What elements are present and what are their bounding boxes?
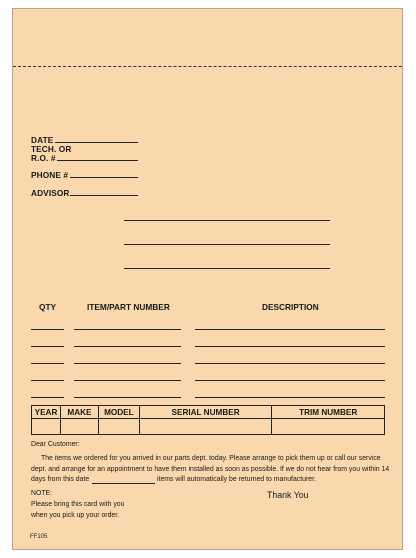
serial-number-header: SERIAL NUMBER <box>139 406 272 419</box>
qty-line[interactable] <box>31 329 64 330</box>
return-date-line[interactable] <box>92 483 155 484</box>
qty-line[interactable] <box>31 346 64 347</box>
description-line[interactable] <box>195 346 385 347</box>
year-header: YEAR <box>32 406 61 419</box>
qty-line[interactable] <box>31 363 64 364</box>
make-header: MAKE <box>60 406 98 419</box>
description-line[interactable] <box>195 329 385 330</box>
serial-number-cell[interactable] <box>139 419 272 435</box>
advisor-label: ADVISOR <box>31 188 70 198</box>
date-label: DATE <box>31 135 54 145</box>
item-line[interactable] <box>74 346 181 347</box>
description-line[interactable] <box>195 380 385 381</box>
note-line-1: Please bring this card with you <box>31 501 125 508</box>
year-cell[interactable] <box>32 419 61 435</box>
address-line-3[interactable] <box>124 268 330 269</box>
make-cell[interactable] <box>60 419 98 435</box>
salutation: Dear Customer: <box>31 441 80 448</box>
description-line[interactable] <box>195 363 385 364</box>
note-line-2: when you pick up your order. <box>31 512 120 519</box>
item-line[interactable] <box>74 397 181 398</box>
phone-label: PHONE # <box>31 170 69 180</box>
item-line[interactable] <box>74 363 181 364</box>
tech-or-label: TECH. OR <box>31 144 72 154</box>
phone-line[interactable] <box>70 177 138 178</box>
address-line-2[interactable] <box>124 244 330 245</box>
item-line[interactable] <box>74 380 181 381</box>
qty-header: QTY <box>39 302 57 312</box>
form-code: FF105 <box>30 534 48 540</box>
date-line[interactable] <box>55 142 138 143</box>
item-part-number-header: ITEM/PART NUMBER <box>87 302 170 312</box>
item-line[interactable] <box>74 329 181 330</box>
parts-arrival-card <box>12 8 403 550</box>
advisor-line[interactable] <box>70 195 138 196</box>
trim-number-header: TRIM NUMBER <box>272 406 385 419</box>
thank-you: Thank You <box>267 490 309 500</box>
tear-line <box>13 66 402 67</box>
qty-line[interactable] <box>31 380 64 381</box>
note-title: NOTE: <box>31 490 53 497</box>
description-line[interactable] <box>195 397 385 398</box>
description-header: DESCRIPTION <box>262 302 319 312</box>
model-cell[interactable] <box>98 419 139 435</box>
ro-line[interactable] <box>57 160 138 161</box>
message-line-3-start: days from this date <box>31 476 90 483</box>
address-line-1[interactable] <box>124 220 330 221</box>
ro-label: R.O. # <box>31 153 56 163</box>
message-line-2: dept. and arrange for an appointment to have them installed as soon as possible. If we do not hear from you within 14 <box>31 466 390 473</box>
message-line-1: The items we ordered for you arrived in our parts dept. today. Please arrange to pick them up or call our service <box>41 455 381 462</box>
vehicle-info-table <box>31 405 385 435</box>
qty-line[interactable] <box>31 397 64 398</box>
model-header: MODEL <box>98 406 139 419</box>
message-line-3-end: items will automatically be returned to manufacturer. <box>157 476 316 483</box>
trim-number-cell[interactable] <box>272 419 385 435</box>
